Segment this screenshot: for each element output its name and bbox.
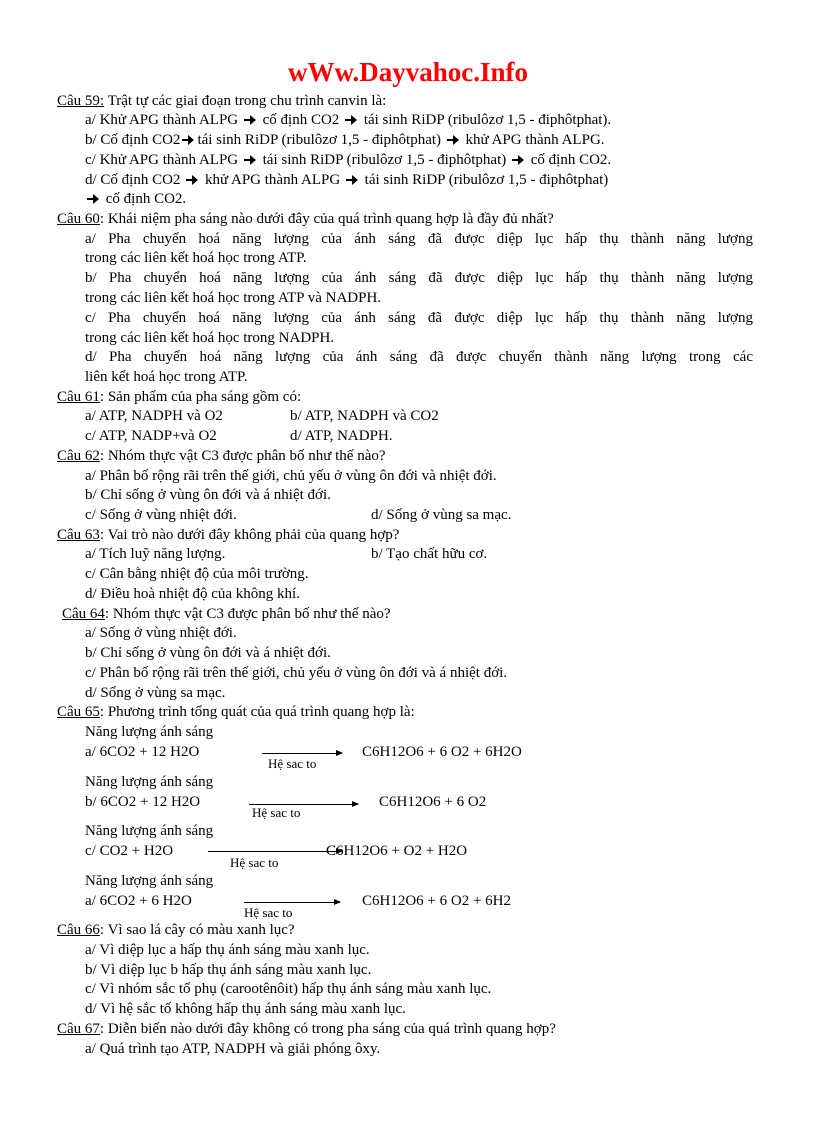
answer-60d-cont: liên kết hoá học trong ATP. bbox=[85, 369, 248, 385]
arrow-right-icon bbox=[345, 115, 357, 125]
question-65 bbox=[57, 702, 415, 722]
answer-60b-cont: trong các liên kết hoá học trong ATP và NADPH. bbox=[85, 290, 382, 306]
question-66 bbox=[57, 920, 295, 940]
equation-a-energy: Năng lượng ánh sáng bbox=[85, 724, 214, 740]
arrow-right-icon bbox=[182, 135, 194, 145]
equation-b-right: C6H12O6 + 6 O2 bbox=[379, 794, 487, 810]
question-67 bbox=[57, 1019, 556, 1039]
equation-b-catalyst: Hệ sac to bbox=[252, 805, 301, 820]
site-header: wWw.Dayvahoc.Info bbox=[287, 57, 529, 87]
answer-62b: b/ Chỉ sống ở vùng ôn đới và á nhiệt đới. bbox=[85, 487, 331, 503]
answer-60a: a/ Pha chuyển hoá năng lượng của ánh sáng đã được diệp lục hấp thụ thành năng lượng bbox=[85, 231, 753, 247]
equation-a-left: a/ 6CO2 + 12 H2O bbox=[85, 744, 200, 760]
question-number: Câu 62 bbox=[57, 448, 100, 464]
question-61 bbox=[57, 387, 301, 407]
question-text: : Nhóm thực vật C3 được phân bố như thế nào? bbox=[104, 606, 391, 622]
question-63 bbox=[57, 525, 399, 545]
answer-59b: b/ Cố định CO2 tái sinh RiDP (ribulôzơ 1,5 - điphôtphat) khử APG thành ALPG. bbox=[85, 132, 605, 148]
answer-66d: d/ Vì hệ sắc tố không hấp thụ ánh sáng màu xanh lục. bbox=[85, 1001, 406, 1017]
question-text: : Sản phẩm của pha sáng gồm có: bbox=[99, 389, 302, 405]
question-number: Câu 64 bbox=[62, 606, 105, 622]
equation-c-right: C6H12O6 + O2 + H2O bbox=[326, 843, 468, 859]
arrow-right-icon bbox=[512, 155, 524, 165]
equation-a-catalyst: Hệ sac to bbox=[268, 756, 317, 771]
answer-63a: a/ Tích luỹ năng lượng. bbox=[85, 546, 226, 562]
equation-c-left: c/ CO2 + H2O bbox=[85, 843, 174, 859]
arrow-right-icon bbox=[244, 155, 256, 165]
question-59 bbox=[57, 91, 386, 111]
reaction-arrow-icon bbox=[208, 851, 342, 852]
arrow-right-icon bbox=[87, 194, 99, 204]
answer-64d: d/ Sống ở vùng sa mạc. bbox=[85, 685, 226, 701]
question-number: Câu 67 bbox=[57, 1021, 100, 1037]
arrow-right-icon bbox=[186, 175, 198, 185]
answer-59d-cont: cố định CO2. bbox=[85, 189, 186, 209]
arrow-right-icon bbox=[244, 115, 256, 125]
answer-59c: c/ Khử APG thành ALPG tái sinh RiDP (ribulôzơ 1,5 - điphôtphat) cố định CO2. bbox=[85, 152, 612, 168]
question-64 bbox=[62, 604, 391, 624]
answer-66c: c/ Vì nhóm sắc tố phụ (carootênôit) hấp thụ ánh sáng màu xanh lục. bbox=[85, 981, 492, 997]
answer-64a: a/ Sống ở vùng nhiệt đới. bbox=[85, 625, 237, 641]
answer-60c: c/ Pha chuyển hoá năng lượng của ánh sáng đã được diệp lục hấp thụ thành năng lượng bbox=[85, 310, 753, 326]
answer-63b: b/ Tạo chất hữu cơ. bbox=[371, 546, 488, 562]
question-number: Câu 65 bbox=[57, 704, 100, 720]
answer-62d: d/ Sống ở vùng sa mạc. bbox=[371, 507, 512, 523]
answer-64c: c/ Phân bố rộng rãi trên thế giới, chủ yếu ở vùng ôn đới và á nhiệt đới. bbox=[85, 665, 508, 681]
answer-64b: b/ Chỉ sống ở vùng ôn đới và á nhiệt đới. bbox=[85, 645, 331, 661]
question-number: Câu 63 bbox=[57, 527, 100, 543]
answer-66b: b/ Vì diệp lục b hấp thụ ánh sáng màu xanh lục. bbox=[85, 962, 372, 978]
answer-60d: d/ Pha chuyển hoá năng lượng của ánh sáng đã được chuyển thành năng lượng trong các bbox=[85, 349, 753, 365]
answer-62c: c/ Sống ở vùng nhiệt đới. bbox=[85, 507, 237, 523]
answer-61b: b/ ATP, NADPH và CO2 bbox=[290, 408, 439, 424]
equation-d-energy: Năng lượng ánh sáng bbox=[85, 873, 214, 889]
equation-b-energy: Năng lượng ánh sáng bbox=[85, 774, 214, 790]
answer-67a: a/ Quá trình tạo ATP, NADPH và giải phóng ôxy. bbox=[85, 1041, 381, 1057]
equation-d-catalyst: Hệ sac to bbox=[244, 905, 293, 920]
answer-59a: a/ Khử APG thành ALPG cố định CO2 tái sinh RiDP (ribulôzơ 1,5 - điphôtphat). bbox=[85, 112, 612, 128]
answer-66a: a/ Vì diệp lục a hấp thụ ánh sáng màu xanh lục. bbox=[85, 942, 370, 958]
equation-a-right: C6H12O6 + 6 O2 + 6H2O bbox=[362, 744, 522, 760]
answer-63d: d/ Điều hoà nhiệt độ của không khí. bbox=[85, 586, 300, 602]
question-text: : Diễn biến nào dưới đây không có trong pha sáng của quá trình quang hợp? bbox=[99, 1021, 556, 1037]
answer-61a: a/ ATP, NADPH và O2 bbox=[85, 408, 223, 424]
answer-61c: c/ ATP, NADP+và O2 bbox=[85, 428, 217, 444]
question-text: : Phương trình tổng quát của quá trình quang hợp là: bbox=[99, 704, 415, 720]
answer-59d: d/ Cố định CO2 khử APG thành ALPG tái sinh RiDP (ribulôzơ 1,5 - điphôtphat) bbox=[85, 172, 609, 188]
reaction-arrow-icon bbox=[244, 902, 340, 903]
equation-b-left: b/ 6CO2 + 12 H2O bbox=[85, 794, 201, 810]
question-text: : Vai trò nào dưới đây không phải của quang hợp? bbox=[99, 527, 400, 543]
arrow-right-icon bbox=[447, 135, 459, 145]
question-60 bbox=[57, 209, 554, 229]
question-62 bbox=[57, 446, 386, 466]
answer-60a-cont: trong các liên kết hoá học trong ATP. bbox=[85, 250, 307, 266]
answer-60b: b/ Pha chuyển hoá năng lượng của ánh sáng đã được diệp lục hấp thụ thành năng lượng bbox=[85, 270, 753, 286]
answer-63c: c/ Cân bằng nhiệt độ của môi trường. bbox=[85, 566, 309, 582]
answer-61d: d/ ATP, NADPH. bbox=[290, 428, 393, 444]
answer-60c-cont: trong các liên kết hoá học trong NADPH. bbox=[85, 330, 335, 346]
equation-d-left: a/ 6CO2 + 6 H2O bbox=[85, 893, 192, 909]
question-text: : Khái niệm pha sáng nào dưới đây của quá trình quang hợp là đầy đủ nhất? bbox=[99, 211, 554, 227]
reaction-arrow-icon bbox=[262, 753, 342, 754]
question-number: Câu 66 bbox=[57, 922, 100, 938]
equation-d-right: C6H12O6 + 6 O2 + 6H2 bbox=[362, 893, 512, 909]
question-text: Trật tự các giai đoạn trong chu trình canvin là: bbox=[104, 93, 387, 109]
question-number: Câu 59: bbox=[57, 93, 105, 109]
equation-c-energy: Năng lượng ánh sáng bbox=[85, 823, 214, 839]
arrow-right-icon bbox=[346, 175, 358, 185]
question-text: : Nhóm thực vật C3 được phân bố như thế nào? bbox=[99, 448, 386, 464]
answer-62a: a/ Phân bố rộng rãi trên thế giới, chủ yếu ở vùng ôn đới và nhiệt đới. bbox=[85, 468, 497, 484]
equation-c-catalyst: Hệ sac to bbox=[230, 855, 279, 870]
question-number: Câu 61 bbox=[57, 389, 100, 405]
question-text: : Vì sao lá cây có màu xanh lục? bbox=[99, 922, 295, 938]
question-number: Câu 60 bbox=[57, 211, 100, 227]
